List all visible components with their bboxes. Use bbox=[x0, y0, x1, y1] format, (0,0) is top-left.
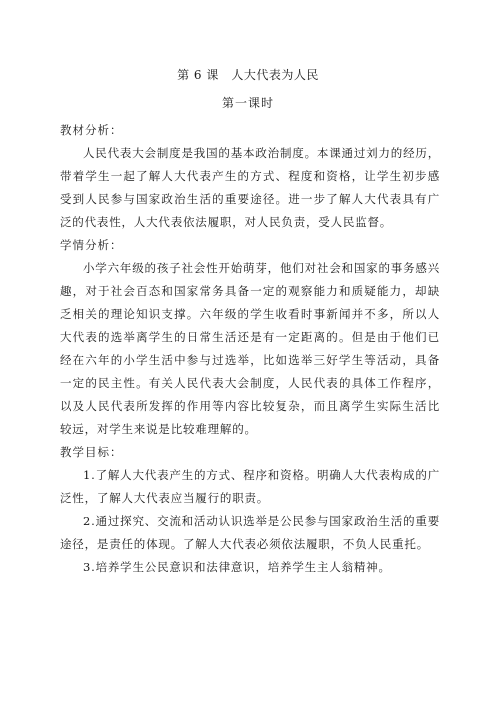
paragraph: 小学六年级的孩子社会性开始萌芽，他们对社会和国家的事务感兴趣，对于社会百态和国家常务具备一定的观察能力和质疑能力，却缺乏相关的理论知识支撑。六年级的学生收看时事新闻并不多，所以人大代表的选举离学生的日常生活还是有一定距离的。但是由于他们已经在六年的小学生活中参与过选举，比如选举三好学生等活动，具备一定的民主性。有关人民代表大会制度，人民代表的具体工作程序，以及人民代表所发挥的作用等内容比较复杂，而且离学生实际生活比较远，对学生来说是比较难理解的。 bbox=[60, 261, 440, 436]
section-heading: 教材分析： bbox=[60, 123, 123, 137]
section-heading: 教学目标： bbox=[60, 445, 123, 459]
paragraph: 人民代表大会制度是我国的基本政治制度。本课通过刘力的经历，带着学生一起了解人大代表产生的方式、程度和资格，让学生初步感受到人民参与国家政治生活的重要途径。进一步了解人大代表具有广泛的代表性，人大代表依法履职，对人民负责，受人民监督。 bbox=[60, 146, 440, 229]
document-body bbox=[60, 119, 440, 579]
objective-item: 2.通过探究、交流和活动认识选举是公民参与国家政治生活的重要途径，是责任的体现。了解人大代表必须依法履职，不负人民重托。 bbox=[60, 514, 440, 551]
section-textbook-analysis bbox=[60, 119, 440, 234]
objective-item: 3.培养学生公民意识和法律意识，培养学生主人翁精神。 bbox=[83, 560, 391, 574]
lesson-title: 第 6 课 人大代表为人民 bbox=[177, 68, 319, 82]
section-student-analysis bbox=[60, 234, 440, 441]
section-teaching-objectives bbox=[60, 441, 440, 579]
lesson-subtitle: 第一课时 bbox=[221, 96, 274, 110]
section-heading: 学情分析： bbox=[60, 238, 123, 252]
objective-item: 1.了解人大代表产生的方式、程序和资格。明确人大代表构成的广泛性，了解人大代表应当履行的职责。 bbox=[60, 468, 440, 505]
